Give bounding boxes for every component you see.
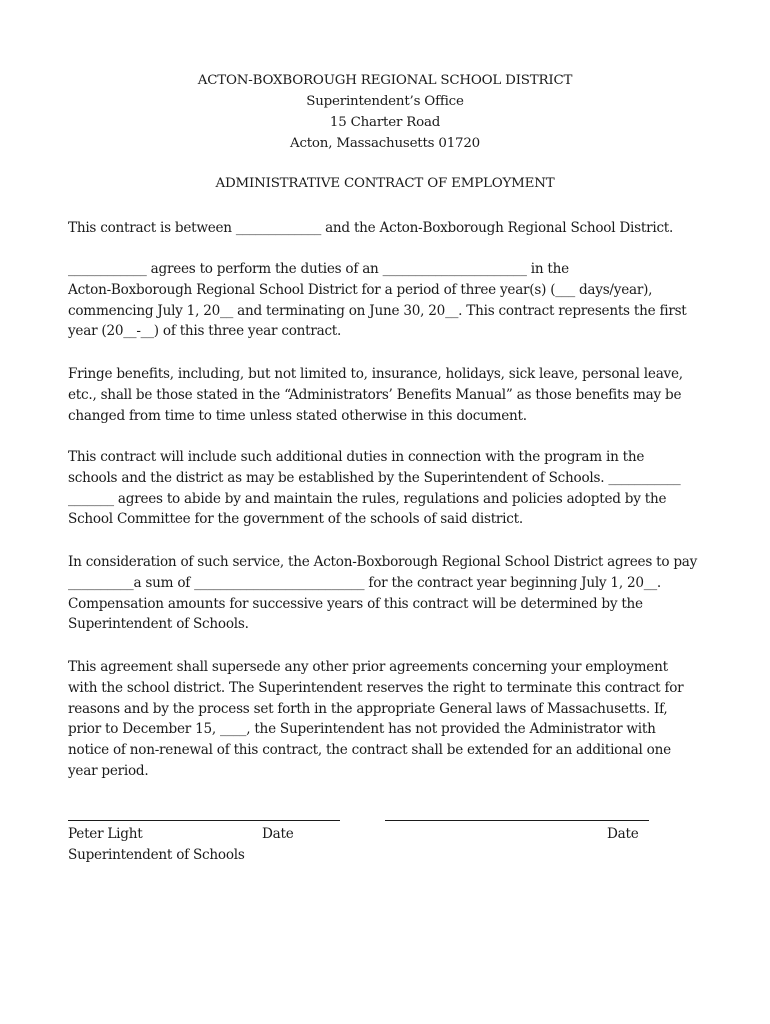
letterhead (0, 70, 770, 154)
paragraph-line: with the school district. The Superintendent reserves the right to terminate this contract for (68, 679, 684, 696)
paragraph-line: prior to December 15, ____, the Superintendent has not provided the Administrator with (68, 721, 656, 738)
paragraph-compensation (68, 552, 708, 635)
paragraph-benefits (68, 364, 708, 426)
superintendent-name: Peter Light (68, 826, 143, 842)
district-name: ACTON-BOXBOROUGH REGIONAL SCHOOL DISTRICT (197, 73, 573, 88)
city-address: Acton, Massachusetts 01720 (289, 136, 480, 151)
paragraph-line: This contract is between _____________ and the Acton-Boxborough Regional School District. (68, 220, 674, 236)
superintendent-title: Superintendent of Schools (68, 847, 245, 863)
paragraph-line: commencing July 1, 20__ and terminating on June 30, 20__. This contract represents the first (68, 302, 687, 319)
paragraph-line: year (20__-__) of this three year contract. (68, 323, 342, 340)
paragraph-line: changed from time to time unless stated otherwise in this document. (68, 407, 527, 424)
paragraph-agreement (68, 657, 708, 782)
paragraph-line: This agreement shall supersede any other prior agreements concerning your employment (68, 659, 668, 675)
paragraph-line: School Committee for the government of the schools of said district. (68, 511, 523, 528)
paragraph-line: Fringe benefits, including, but not limited to, insurance, holidays, sick leave, personal leave, (68, 366, 683, 382)
paragraph-additional-duties (68, 447, 708, 530)
paragraph-line: year period. (68, 762, 149, 779)
office-name: Superintendent’s Office (306, 94, 464, 109)
paragraph-line: ____________ agrees to perform the duties of an ______________________ in the (68, 261, 569, 277)
paragraph-line: notice of non-renewal of this contract, the contract shall be extended for an additional one (68, 742, 671, 759)
paragraph-line: reasons and by the process set forth in the appropriate General laws of Massachusetts. If, (68, 700, 668, 717)
paragraph-line: In consideration of such service, the Acton-Boxborough Regional School District agrees to pay (68, 554, 698, 570)
paragraph-line: This contract will include such additional duties in connection with the program in the (68, 449, 645, 465)
street-address: 15 Charter Road (329, 115, 441, 130)
paragraph-line: _______ agrees to abide by and maintain the rules, regulations and policies adopted by the (68, 490, 667, 507)
superintendent-signature-line[interactable] (68, 820, 340, 821)
paragraph-duties (68, 259, 708, 342)
paragraph-line: schools and the district as may be established by the Superintendent of Schools. ___________ (68, 469, 681, 486)
administrator-signature-line[interactable] (385, 820, 649, 821)
paragraph-line: etc., shall be those stated in the “Administrators’ Benefits Manual” as those benefits may be (68, 386, 682, 403)
superintendent-date-label: Date (262, 826, 294, 842)
paragraph-line: Acton-Boxborough Regional School District for a period of three year(s) (___ days/year), (68, 281, 653, 298)
paragraph-parties (68, 218, 708, 239)
contract-title: ADMINISTRATIVE CONTRACT OF EMPLOYMENT (215, 176, 555, 191)
paragraph-line: Compensation amounts for successive years of this contract will be determined by the (68, 595, 643, 612)
administrator-date-label: Date (607, 826, 639, 842)
paragraph-line: __________a sum of __________________________ for the contract year beginning July 1, 20__. (68, 574, 661, 591)
paragraph-line: Superintendent of Schools. (68, 616, 249, 633)
